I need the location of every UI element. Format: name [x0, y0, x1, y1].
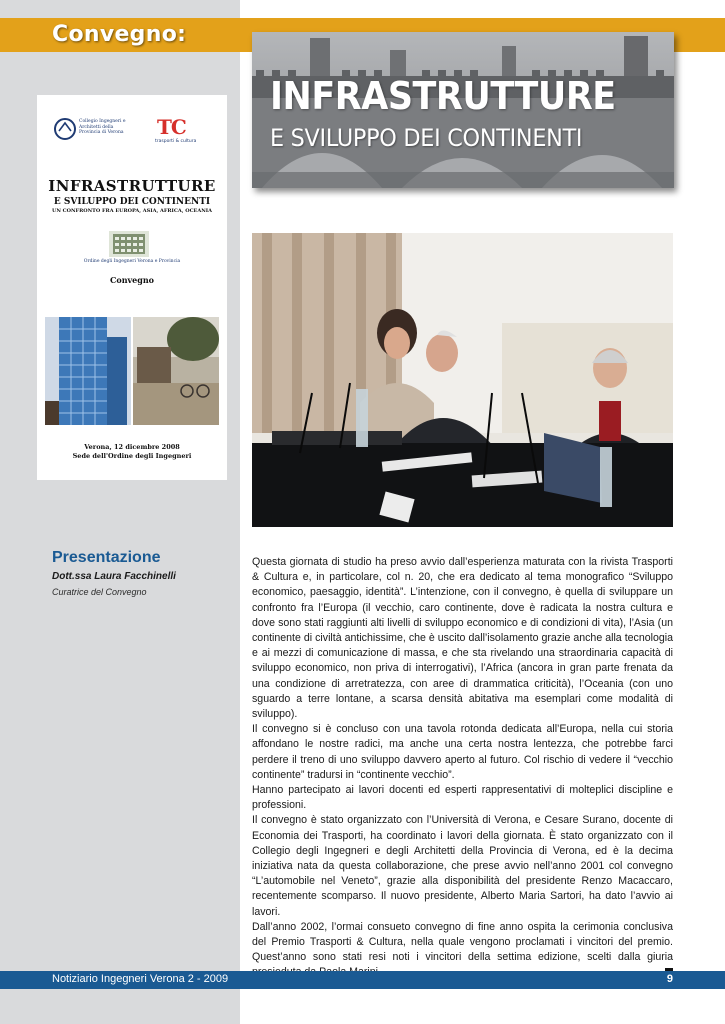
- village-photo: [133, 317, 219, 425]
- cover-date-line2: Sede dell'Ordine degli Ingegneri: [72, 452, 192, 460]
- article-paragraph: Dall’anno 2002, l’ormai consueto convegno di fine anno ospita la cerimonia conclusiva del Premio Trasporti & Cultura, nella quale vengono proclamati i vincitori del premio. Quest’anno sono stati resi noti i vincitori della settima edizione, scelti dalla giuria: [252, 920, 673, 964]
- collegio-logo-icon: [53, 117, 77, 141]
- footer-publication: Notiziario Ingegneri Verona 2 - 2009: [52, 973, 229, 985]
- tc-logo-subtitle: trasporti & cultura: [155, 139, 197, 144]
- skyscraper-photo: [45, 317, 131, 425]
- building-icon: [109, 231, 149, 257]
- presentation-author: Dott.ssa Laura Facchinelli: [52, 571, 176, 582]
- cover-tagline: UN CONFRONTO FRA EUROPA, ASIA, AFRICA, OCEANIA: [51, 208, 213, 214]
- presentation-role: Curatrice del Convegno: [52, 587, 147, 597]
- cover-subtitle: E SVILUPPO DEI CONTINENTI: [53, 197, 211, 207]
- article-paragraph: Hanno partecipato ai lavori docenti ed esperti rappresentativi di molteplici discipline e professioni.: [252, 784, 673, 812]
- tc-logo: TC: [157, 115, 186, 139]
- conference-photo: [252, 233, 673, 527]
- cover-title: INFRASTRUTTURE: [48, 177, 216, 195]
- collegio-logo-text: Collegio Ingegneri e Architetti della Provincia di Verona: [79, 119, 126, 135]
- page-title: INFRASTRUTTURE: [270, 74, 616, 118]
- page-footer: [0, 971, 725, 989]
- cover-date: [37, 443, 227, 461]
- cover-convegno-label: Convegno: [109, 275, 154, 285]
- article-paragraph: Il convegno è stato organizzato con l’Università di Verona, e Cesare Surano, docente di Economia dei Trasporti, ha coordinato i lavori della giornata. È stato organizzato con il Collegio degli Ingegneri e degli Architetti della Provincia di Verona, ed è la decima iniziativa nata da questa collaborazione, che prese avvio nell’anno 2001 col convegno “L’automobile nel Veneto”, grazie alla disponibilità del presidente Renzo Macaccaro, recentemente scomparso. Il nuovo presidente, Alberto Maria Sartori, ha dato l’avvio ai lavori.: [252, 814, 673, 918]
- cover-date-line1: Verona, 12 dicembre 2008: [84, 443, 180, 451]
- footer-page-number: 9: [666, 973, 673, 985]
- article-paragraph: Questa giornata di studio ha preso avvio dall’esperienza maturata con la rivista Trasporti & Cultura e, in particolare, col n. 20, che era dedicato al tema monografico “Sviluppo economico, paesaggio, identità”. L’intenzione, con il convegno, è quella di sviluppare un confronto fra l’Europa (il vecchio, caro continente, dove è radicata la nostra cultura e dove sono stati raggiunti alti livelli di sviluppo economico e di condizioni di vita), l’Asia (un continente di civiltà antichissime, che è uscito dall’isolamento grazie anche alla tecnologia e ai mezzi di comunicazione di massa, e che sta rivelando una straordinaria capacità di sviluppo economico, non priva di interrogativi), l’Africa (ancora in gran parte frenata da una condizione di arretratezza, con aree di drammatica criticità), l’Oceania (con uno sguardo a terre lontane, a scarsa densità abitativa ma esemplari come modalità di sviluppo).: [252, 556, 673, 721]
- brochure-cover: [37, 95, 227, 480]
- page-subtitle: E SVILUPPO DEI CONTINENTI: [270, 124, 583, 152]
- article-paragraph: Il convegno si è concluso con una tavola rotonda dedicata all’Europa, nella cui storia affondano le nostre radici, ma anche una certa nostra lentezza, che potrebbe farci perdere il treno di uno sviluppo davvero aperto al futuro. Col rischio di vedere il “vecchio continente” tradursi in “continente vecchio”.: [252, 723, 673, 781]
- cover-order-text: Ordine degli Ingegneri Verona e Provincia: [83, 259, 181, 264]
- article-body: [252, 555, 673, 981]
- header-banner: [252, 32, 674, 188]
- section-label: Convegno:: [52, 22, 187, 47]
- presentation-heading: Presentazione: [52, 549, 161, 566]
